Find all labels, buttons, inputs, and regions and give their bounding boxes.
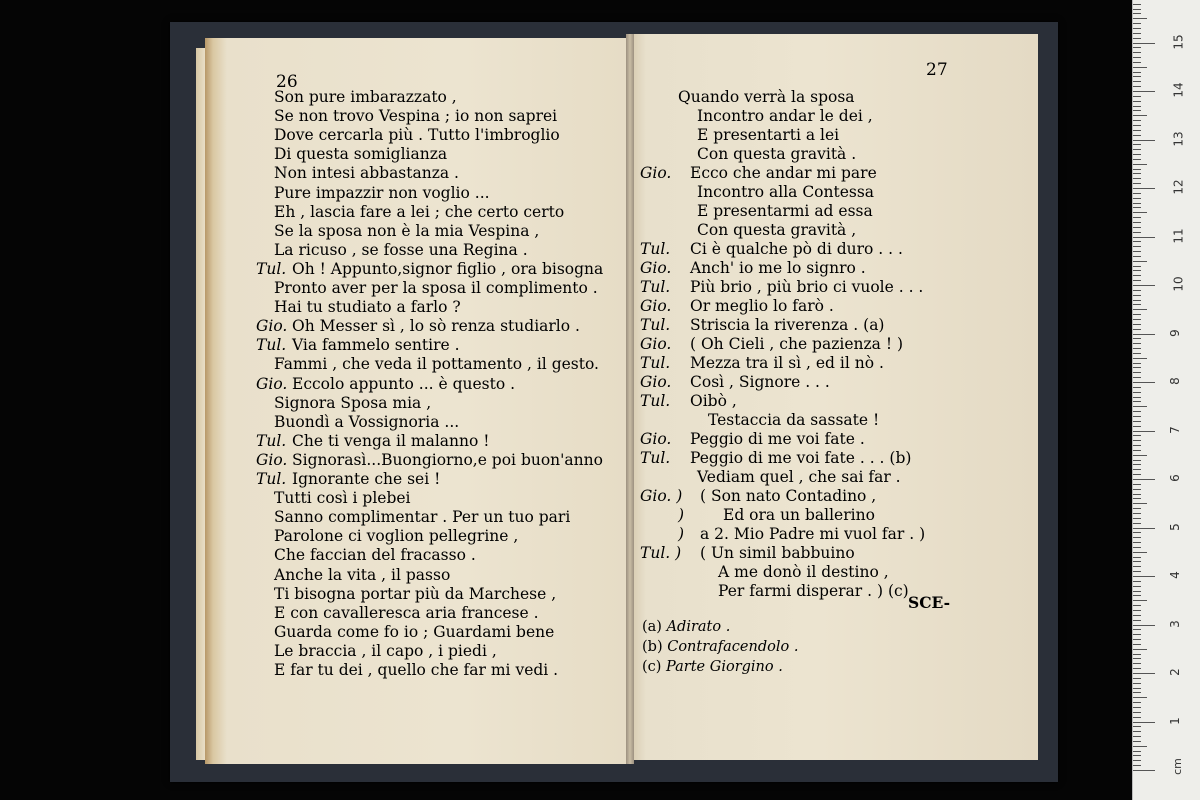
ruler-tick	[1133, 518, 1141, 519]
ruler-tick	[1133, 377, 1141, 378]
ruler-tick	[1133, 47, 1141, 48]
speaker-label: Gio.	[256, 374, 288, 393]
ruler-number: 7	[1167, 425, 1182, 434]
ruler-tick	[1133, 135, 1141, 136]
ruler-tick	[1133, 401, 1141, 402]
speaker-label: Gio.	[640, 430, 672, 448]
ruler-tick	[1133, 76, 1141, 77]
line-text: Così , Signore . . .	[690, 373, 830, 391]
line-text: Pronto aver per la sposa il complimento .	[274, 279, 598, 297]
ruler-tick	[1133, 212, 1147, 213]
ruler-number: 3	[1167, 619, 1182, 628]
line-text: Se non trovo Vespina ; io non saprei	[274, 107, 558, 126]
ruler-tick	[1133, 324, 1141, 325]
speaker-label: Gio.	[640, 259, 672, 277]
ruler-tick	[1133, 755, 1141, 756]
ruler-tick	[1133, 736, 1141, 737]
ruler-tick	[1133, 290, 1141, 291]
ruler-tick	[1133, 595, 1141, 596]
ruler-tick	[1133, 751, 1141, 752]
line-text: Ed ora un ballerino	[723, 506, 875, 524]
ruler-tick	[1133, 363, 1141, 364]
ruler-tick	[1133, 445, 1141, 446]
ruler-tick	[1133, 251, 1141, 252]
ruler-tick	[1133, 678, 1141, 679]
ruler-tick	[1133, 547, 1141, 548]
right-page-number: 27	[926, 60, 948, 80]
line-text: Fammi , che veda il pottamento , il gesto.	[274, 355, 599, 374]
ruler-tick	[1133, 91, 1155, 92]
ruler-tick	[1133, 154, 1141, 155]
line-text: Oh Messer sì , lo sò renza studiarlo .	[292, 317, 580, 336]
line-text: ( Oh Cieli , che pazienza ! )	[690, 335, 904, 353]
ruler-tick	[1133, 460, 1141, 461]
ruler-tick	[1133, 542, 1141, 543]
line-text: Vediam quel , che sai far .	[697, 468, 901, 486]
ruler-number: 14	[1171, 82, 1186, 98]
ruler-tick	[1133, 746, 1147, 747]
line-text: Guarda come fo io ; Guardami bene	[274, 622, 555, 641]
ruler-tick	[1133, 43, 1155, 44]
catchword: SCE-	[908, 593, 951, 612]
footnote-text: Contrafacendolo .	[667, 639, 799, 655]
ruler-tick	[1133, 33, 1141, 34]
ruler-tick	[1133, 18, 1147, 19]
ruler-tick	[1133, 67, 1147, 68]
ruler-tick	[1133, 159, 1141, 160]
ruler-tick	[1133, 712, 1141, 713]
ruler-tick	[1133, 683, 1141, 684]
ruler-tick	[1133, 416, 1141, 417]
line-text: Peggio di me voi fate .	[690, 430, 865, 448]
ruler-tick	[1133, 38, 1141, 39]
ruler-tick	[1133, 552, 1147, 553]
line-text: Oibò ,	[690, 392, 737, 410]
speaker-label: Tul.	[640, 449, 671, 467]
ruler-tick	[1133, 9, 1141, 10]
line-text: Mezza tra il sì , ed il nò .	[690, 354, 884, 372]
ruler-tick	[1133, 688, 1141, 689]
ruler-tick	[1133, 644, 1141, 645]
ruler-tick	[1133, 101, 1141, 102]
line-text: Ci è qualche pò di duro . . .	[690, 240, 903, 258]
ruler-tick	[1133, 222, 1141, 223]
speaker-label: Tul.	[640, 354, 671, 372]
ruler-tick	[1133, 489, 1141, 490]
ruler-tick	[1133, 722, 1155, 723]
ruler-tick	[1133, 338, 1141, 339]
ruler-tick	[1133, 586, 1141, 587]
line-text: Di questa somiglianza	[274, 145, 448, 164]
line-text: a 2. Mio Padre mi vuol far . )	[700, 525, 926, 543]
ruler-tick	[1133, 615, 1141, 616]
line-text: Or meglio lo farò .	[690, 297, 834, 315]
ruler-tick	[1133, 397, 1141, 398]
speaker-label: Tul.	[640, 278, 671, 296]
line-text: Non intesi abbastanza .	[274, 164, 459, 183]
line-text: Anche la vita , il passo	[274, 565, 451, 584]
line-text: Peggio di me voi fate . . . (b)	[690, 449, 912, 467]
ruler-tick	[1133, 469, 1141, 470]
ruler-tick	[1133, 52, 1141, 53]
ruler-tick	[1133, 508, 1141, 509]
ruler-tick	[1133, 571, 1141, 572]
ruler-tick	[1133, 673, 1155, 674]
line-text: La ricuso , se fosse una Regina .	[274, 240, 528, 259]
ruler-tick	[1133, 23, 1141, 24]
measurement-ruler	[1132, 0, 1200, 800]
book-gutter	[626, 34, 634, 764]
line-text: Parolone ci voglion pellegrine ,	[274, 527, 519, 546]
line-text: Hai tu studiato a farlo ?	[274, 298, 461, 317]
ruler-tick	[1133, 353, 1141, 354]
line-text: Son pure imbarazzato ,	[274, 88, 457, 106]
line-text: Eccolo appunto ... è questo .	[292, 374, 516, 393]
ruler-tick	[1133, 120, 1141, 121]
ruler-tick	[1133, 309, 1147, 310]
ruler-tick	[1133, 479, 1155, 480]
ruler-tick	[1133, 193, 1141, 194]
line-text: Signora Sposa mia ,	[274, 393, 432, 412]
ruler-tick	[1133, 663, 1141, 664]
footnote	[642, 619, 730, 635]
left-page-number: 26	[276, 72, 298, 92]
ruler-tick	[1133, 130, 1141, 131]
speaker-label: Tul. )	[640, 544, 682, 562]
speaker-label: Gio.	[256, 450, 288, 469]
line-text: Pure impazzir non voglio ...	[274, 183, 490, 202]
ruler-tick	[1133, 455, 1147, 456]
ruler-tick	[1133, 431, 1155, 432]
ruler-tick	[1133, 372, 1141, 373]
ruler-tick	[1133, 697, 1147, 698]
line-text: Anch' io me lo signro .	[690, 259, 866, 277]
ruler-tick	[1133, 625, 1155, 626]
ruler-tick	[1133, 484, 1141, 485]
ruler-tick	[1133, 188, 1155, 189]
ruler-tick	[1133, 173, 1141, 174]
ruler-tick	[1133, 450, 1141, 451]
ruler-number: 13	[1171, 130, 1186, 147]
ruler-tick	[1133, 741, 1141, 742]
ruler-tick	[1133, 232, 1141, 233]
ruler-tick	[1133, 600, 1147, 601]
speaker-label: Tul.	[640, 392, 671, 410]
ruler-tick	[1133, 81, 1141, 82]
ruler-tick	[1133, 207, 1141, 208]
line-text: Dove cercarla più . Tutto l'imbroglio	[274, 126, 560, 145]
ruler-tick	[1133, 106, 1141, 107]
ruler-tick	[1133, 513, 1141, 514]
ruler-tick	[1133, 581, 1141, 582]
line-text: Incontro alla Contessa	[697, 183, 875, 201]
footnote-mark: (b)	[642, 639, 668, 655]
ruler-tick	[1133, 692, 1141, 693]
ruler-tick	[1133, 717, 1141, 718]
ruler-tick	[1133, 610, 1141, 611]
ruler-tick	[1133, 406, 1147, 407]
ruler-tick	[1133, 261, 1147, 262]
ruler-tick	[1133, 382, 1155, 383]
ruler-number: 2	[1167, 668, 1182, 676]
speaker-label: Tul.	[256, 259, 287, 278]
ruler-tick	[1133, 537, 1141, 538]
ruler-tick	[1133, 72, 1141, 73]
speaker-label: Tul.	[640, 240, 671, 258]
line-text: Le braccia , il capo , i piedi ,	[274, 641, 497, 660]
speaker-label: Gio.	[640, 373, 672, 391]
ruler-number: 12	[1171, 179, 1186, 195]
ruler-tick	[1133, 770, 1155, 771]
ruler-tick	[1133, 275, 1141, 276]
line-text: Eh , lascia fare a lei ; che certo certo	[274, 202, 565, 221]
footnote-text: Parte Giorgino .	[666, 659, 783, 675]
ruler-tick	[1133, 125, 1141, 126]
ruler-tick	[1133, 198, 1141, 199]
ruler-tick	[1133, 314, 1141, 315]
ruler-tick	[1133, 280, 1141, 281]
footnote	[642, 659, 783, 675]
line-text: Che ti venga il malanno !	[292, 431, 490, 450]
ruler-tick	[1133, 334, 1155, 335]
ruler-number: 5	[1167, 522, 1182, 531]
speaker-label: )	[678, 506, 685, 524]
ruler-tick	[1133, 591, 1141, 592]
ruler-number: 6	[1167, 474, 1182, 482]
ruler-tick	[1133, 62, 1141, 63]
ruler-tick	[1133, 164, 1147, 165]
ruler-tick	[1133, 319, 1141, 320]
line-text: Via fammelo sentire .	[292, 336, 460, 355]
ruler-tick	[1133, 654, 1141, 655]
ruler-tick	[1133, 144, 1141, 145]
ruler-tick	[1133, 241, 1141, 242]
line-text: Striscia la riverenza . (a)	[690, 316, 885, 334]
ruler-tick	[1133, 358, 1147, 359]
ruler-tick	[1133, 726, 1141, 727]
line-text: Tutti così i plebei	[274, 489, 411, 508]
ruler-tick	[1133, 576, 1155, 577]
line-text: Testaccia da sassate !	[708, 411, 880, 429]
ruler-tick	[1133, 392, 1141, 393]
ruler-tick	[1133, 28, 1141, 29]
ruler-tick	[1133, 13, 1141, 14]
ruler-tick	[1133, 266, 1141, 267]
speaker-label: Tul.	[256, 431, 287, 450]
ruler-tick	[1133, 217, 1141, 218]
ruler-tick	[1133, 707, 1141, 708]
line-text: E presentarti a lei	[697, 126, 840, 144]
ruler-tick	[1133, 561, 1141, 562]
line-text: Che faccian del fracasso .	[274, 546, 476, 565]
ruler-tick	[1133, 421, 1141, 422]
line-text: Ti bisogna portar più da Marchese ,	[274, 584, 557, 603]
ruler-tick	[1133, 605, 1141, 606]
speaker-label: Gio.	[640, 164, 672, 182]
ruler-tick	[1133, 765, 1141, 766]
ruler-tick	[1133, 474, 1141, 475]
line-text: Sanno complimentar . Per un tuo pari	[274, 508, 571, 527]
ruler-number: 11	[1171, 227, 1186, 244]
ruler-tick	[1133, 557, 1141, 558]
ruler-tick	[1133, 246, 1141, 247]
ruler-tick	[1133, 343, 1141, 344]
ruler-tick	[1133, 270, 1141, 271]
ruler-tick	[1133, 498, 1141, 499]
ruler-number: 9	[1167, 328, 1182, 337]
ruler-tick	[1133, 4, 1141, 5]
speaker-label: Gio.	[640, 335, 672, 353]
line-text: A me donò il destino ,	[718, 563, 889, 581]
ruler-tick	[1133, 435, 1141, 436]
ruler-tick	[1133, 169, 1141, 170]
ruler-tick	[1133, 304, 1141, 305]
ruler-tick	[1133, 760, 1141, 761]
footnote-mark: (a)	[642, 619, 667, 635]
ruler-tick	[1133, 620, 1141, 621]
ruler-tick	[1133, 86, 1141, 87]
ruler-tick	[1133, 649, 1147, 650]
ruler-tick	[1133, 295, 1141, 296]
ruler-tick	[1133, 110, 1141, 111]
ruler-tick	[1133, 348, 1141, 349]
ruler-tick	[1133, 387, 1141, 388]
footnote	[642, 639, 798, 655]
line-text: Buondì a Vossignoria ...	[274, 412, 460, 431]
ruler-tick	[1133, 115, 1147, 116]
speaker-label: Gio.	[256, 317, 288, 336]
ruler-tick	[1133, 96, 1141, 97]
ruler-tick	[1133, 237, 1155, 238]
ruler-tick	[1133, 367, 1141, 368]
line-text: ( Un simil babbuino	[700, 544, 855, 562]
line-text: Per farmi disperar . ) (c)	[718, 582, 909, 600]
ruler-tick	[1133, 639, 1141, 640]
speaker-label: Gio. )	[640, 487, 683, 505]
footnote-mark: (c)	[642, 659, 667, 675]
ruler-tick	[1133, 532, 1141, 533]
ruler-number: 15	[1171, 33, 1186, 50]
ruler-tick	[1133, 523, 1141, 524]
ruler-tick	[1133, 528, 1155, 529]
ruler-tick	[1133, 285, 1155, 286]
line-text: E con cavalleresca aria francese .	[274, 603, 539, 622]
speaker-label: Tul.	[256, 470, 287, 488]
line-text: Con questa gravità ,	[697, 221, 857, 239]
speaker-label: )	[678, 525, 685, 543]
ruler-tick	[1133, 178, 1141, 179]
ruler-number	[1172, 0, 1186, 1]
ruler-unit: cm	[1170, 758, 1184, 775]
ruler-tick	[1133, 440, 1141, 441]
line-text: Con questa gravità .	[697, 145, 857, 163]
line-text: E far tu dei , quello che far mi vedi .	[274, 661, 559, 679]
line-text: Ecco che andar mi pare	[690, 164, 877, 182]
ruler-tick	[1133, 634, 1141, 635]
ruler-tick	[1133, 256, 1141, 257]
footnote-text: Adirato .	[666, 619, 731, 635]
ruler-tick	[1133, 668, 1141, 669]
line-text: Ignorante che sei !	[292, 470, 441, 488]
ruler-tick	[1133, 203, 1141, 204]
speaker-label: Tul.	[640, 316, 671, 334]
ruler-tick	[1133, 731, 1141, 732]
ruler-tick	[1133, 300, 1141, 301]
ruler-tick	[1133, 227, 1141, 228]
ruler-tick	[1133, 149, 1141, 150]
ruler-tick	[1133, 57, 1141, 58]
ruler-tick	[1133, 658, 1141, 659]
ruler-tick	[1133, 329, 1141, 330]
ruler-tick	[1133, 503, 1147, 504]
speaker-label: Tul.	[256, 336, 287, 355]
ruler-number: 1	[1167, 716, 1182, 725]
ruler-tick	[1133, 629, 1141, 630]
ruler-tick	[1133, 702, 1141, 703]
ruler-tick	[1133, 494, 1141, 495]
line-text: Signorasì...Buongiorno,e poi buon'anno	[292, 450, 603, 469]
ruler-number: 10	[1171, 276, 1186, 292]
ruler-tick	[1133, 183, 1141, 184]
line-text: ( Son nato Contadino ,	[700, 487, 877, 505]
ruler-tick	[1133, 426, 1141, 427]
ruler-number: 4	[1167, 571, 1182, 579]
line-text: E presentarmi ad essa	[697, 202, 873, 220]
line-text: Quando verrà la sposa	[678, 88, 855, 106]
line-text: Più brio , più brio ci vuole . . .	[690, 278, 924, 296]
ruler-tick	[1133, 140, 1155, 141]
line-text: Incontro andar le dei ,	[697, 107, 873, 125]
line-text: Oh ! Appunto,signor figlio , ora bisogna	[292, 259, 604, 278]
ruler-tick	[1133, 464, 1141, 465]
ruler-number: 8	[1167, 377, 1182, 385]
ruler-tick	[1133, 411, 1141, 412]
speaker-label: Gio.	[640, 297, 672, 315]
line-text: Se la sposa non è la mia Vespina ,	[274, 221, 540, 240]
ruler-tick	[1133, 566, 1141, 567]
